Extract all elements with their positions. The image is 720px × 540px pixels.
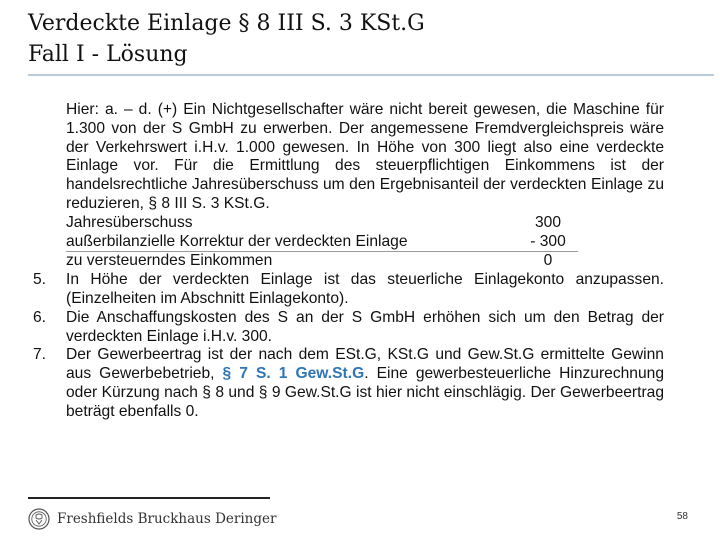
- slide-title-line1: Verdeckte Einlage § 8 III S. 3 KSt.G: [28, 11, 425, 36]
- calc-row: [66, 214, 578, 233]
- title-divider: [28, 74, 714, 76]
- slide-title: [28, 8, 425, 70]
- calc-value: - 300: [530, 232, 566, 250]
- calc-row: [66, 233, 578, 253]
- law-reference-link[interactable]: § 7 S. 1 Gew.St.G: [222, 365, 365, 383]
- footer-divider: [28, 497, 270, 499]
- slide-body: [28, 101, 664, 422]
- calc-label: Jahresüberschuss: [66, 213, 193, 231]
- list-item-text: Die Anschaffungskosten des S an der S GmbH erhöhen sich um den Betrag der verdeckten Einlage i.H.v. 300.: [66, 308, 664, 345]
- seal-icon: [28, 508, 50, 530]
- calc-label: zu versteuerndes Einkommen: [66, 252, 273, 270]
- list-item-number: 6.: [32, 308, 46, 326]
- list-item: [28, 309, 664, 347]
- logo-text: Freshfields Bruckhaus Deringer: [57, 511, 277, 527]
- calc-row: [66, 252, 578, 271]
- list-item: [28, 346, 664, 421]
- list-item-number: 7.: [32, 346, 46, 364]
- list-item-text: . Eine gewerbesteuerliche Hinzurechnung oder Kürzung nach § 8 und § 9 Gew.St.G ist hier nicht einschlägig. Der Gewerbeertrag beträgt ebenfalls 0.: [66, 365, 664, 420]
- slide-title-line2: Fall I - Lösung: [28, 42, 188, 67]
- calc-value: 300: [534, 213, 562, 231]
- intro-paragraph: Hier: a. – d. (+) Ein Nichtgesellschafter wäre nicht bereit gewesen, die Maschine für 1.300 von der S GmbH zu erwerben. Der angemessene Fremdvergleichspreis wäre der Verkehrswert i.H.v. 1.000 gewesen. In Höhe von 300 liegt also eine verdeckte Einlage vor. Für die Ermittlung des steuerpflichtigen Einkommens ist der handelsrechtliche Jahresüberschuss um den Ergebnisanteil der verdeckten Einlage zu reduzieren, § 8 III S. 3 KSt.G.: [66, 101, 664, 212]
- list-item-text: Der Gewerbeertrag ist der nach dem ESt.G, KSt.G und Gew.St.G ermittelte Gewinn aus Gewerbebetrieb,: [66, 346, 664, 383]
- company-logo: [28, 507, 276, 531]
- calc-value: 0: [543, 252, 553, 270]
- list-item-number: 5.: [32, 271, 46, 289]
- page-number: 58: [676, 511, 688, 522]
- list-item-text: In Höhe der verdeckten Einlage ist das steuerliche Einlagekonto anzupassen. (Einzelheiten im Abschnitt Einlagekonto).: [66, 271, 664, 307]
- list-item: [28, 271, 664, 309]
- calc-label: außerbilanzielle Korrektur der verdeckten Einlage: [66, 232, 408, 250]
